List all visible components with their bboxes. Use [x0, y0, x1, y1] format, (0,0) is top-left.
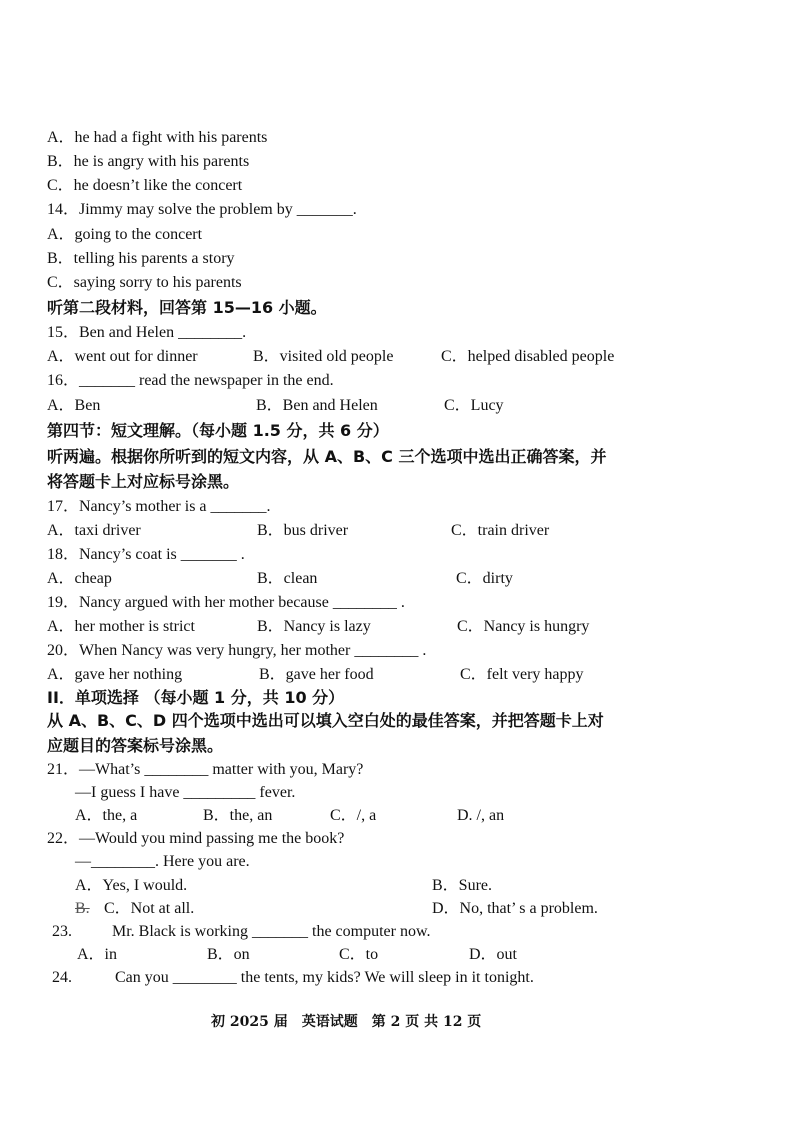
q16-option-b: B．Ben and Helen: [256, 397, 378, 414]
q16-option-a: A．Ben: [47, 397, 101, 414]
q18-option-a: A．cheap: [47, 570, 112, 587]
q22-line2: —________. Here you are.: [75, 853, 250, 870]
q23-stem: Mr. Black is working _______ the computer now.: [112, 923, 431, 940]
q22-line1: 22．—Would you mind passing me the book?: [47, 830, 345, 847]
q18-option-c: C．dirty: [456, 570, 513, 587]
q15-option-a: A．went out for dinner: [47, 348, 198, 365]
q13-option-c: C．he doesn’t like the concert: [47, 177, 243, 194]
part4-instructions-line1: 听两遍。根据你所听到的短文内容，从 A、B、C 三个选项中选出正确答案，并: [47, 447, 607, 466]
q16-option-c: C．Lucy: [444, 397, 504, 414]
q17-option-c: C．train driver: [451, 522, 550, 539]
q22-option-c: C．Not at all.: [104, 900, 195, 917]
q19-option-a: A．her mother is strict: [47, 618, 195, 635]
q14-option-b: B．telling his parents a story: [47, 250, 235, 267]
q21-line1: 21．—What’s ________ matter with you, Mary?: [47, 761, 364, 778]
q22-option-d: D．No, that’ s a problem.: [432, 900, 598, 917]
part2-title: II．单项选择 （每小题 1 分，共 10 分）: [47, 688, 345, 707]
part2-instructions-line1: 从 A、B、C、D 四个选项中选出可以填入空白处的最佳答案，并把答题卡上对: [47, 711, 604, 730]
q21-option-d: D. /, an: [457, 807, 505, 824]
q21-option-c: C．/, a: [330, 807, 377, 824]
q23-option-b: B．on: [207, 946, 250, 963]
q13-option-b: B．he is angry with his parents: [47, 153, 250, 170]
q18-option-b: B．clean: [257, 570, 318, 587]
part2-instructions-line2: 应题目的答案标号涂黑。: [47, 736, 224, 755]
page-footer: 初 2025 届 英语试题 第 2 页 共 12 页: [211, 1014, 482, 1030]
q18-stem: 18．Nancy’s coat is _______ .: [47, 546, 245, 563]
q22-struck-label: B.: [75, 900, 90, 917]
q23-option-c: C．to: [339, 946, 379, 963]
q23-option-a: A．in: [77, 946, 118, 963]
q15-option-b: B．visited old people: [253, 348, 394, 365]
q14-option-a: A．going to the concert: [47, 226, 203, 243]
q21-line2: —I guess I have _________ fever.: [75, 784, 296, 801]
q20-option-c: C．felt very happy: [460, 666, 584, 683]
q24-number: 24.: [52, 969, 72, 986]
q20-stem: 20．When Nancy was very hungry, her mother ________ .: [47, 642, 427, 659]
q17-option-b: B．bus driver: [257, 522, 349, 539]
q23-option-d: D．out: [469, 946, 518, 963]
q21-option-a: A．the, a: [75, 807, 138, 824]
q22-option-a: A．Yes, I would.: [75, 877, 188, 894]
part4-instructions-line2: 将答题卡上对应标号涂黑。: [47, 472, 240, 491]
q20-option-a: A．gave her nothing: [47, 666, 183, 683]
part4-title: 第四节：短文理解。（每小题 1.5 分，共 6 分）: [47, 421, 389, 440]
q16-stem: 16．_______ read the newspaper in the end.: [47, 372, 334, 389]
q19-stem: 19．Nancy argued with her mother because ________ .: [47, 594, 405, 611]
q19-option-b: B．Nancy is lazy: [257, 618, 371, 635]
section2-intro: 听第二段材料，回答第 15—16 小题。: [47, 298, 327, 317]
q21-option-b: B．the, an: [203, 807, 273, 824]
q14-option-c: C．saying sorry to his parents: [47, 274, 242, 291]
q17-option-a: A．taxi driver: [47, 522, 141, 539]
q19-option-c: C．Nancy is hungry: [457, 618, 590, 635]
q15-stem: 15．Ben and Helen ________.: [47, 324, 247, 341]
q20-option-b: B．gave her food: [259, 666, 374, 683]
q14-stem: 14．Jimmy may solve the problem by _______.: [47, 201, 357, 218]
q13-option-a: A．he had a fight with his parents: [47, 129, 268, 146]
q24-stem: Can you ________ the tents, my kids? We will sleep in it tonight.: [115, 969, 534, 986]
q23-number: 23.: [52, 923, 72, 940]
q17-stem: 17．Nancy’s mother is a _______.: [47, 498, 271, 515]
q15-option-c: C．helped disabled people: [441, 348, 615, 365]
q22-option-b: B．Sure.: [432, 877, 493, 894]
